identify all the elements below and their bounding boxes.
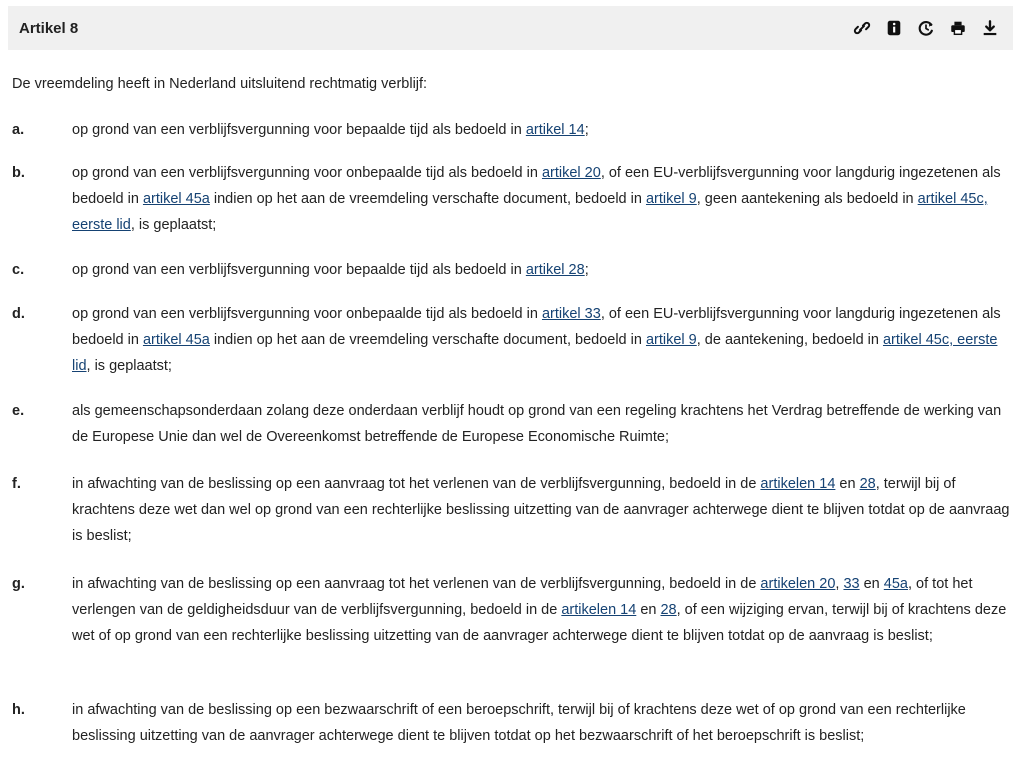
item-label: f.	[12, 476, 21, 492]
item-label: d.	[12, 306, 25, 322]
item-text-segment: , of tot het verlengen van de geldigheidsduur van de verblijfsvergunning, bedoeld in de	[72, 576, 973, 618]
item-text-segment: indien op het aan de vreemdeling verschafte document, bedoeld in	[209, 191, 646, 207]
item-text	[72, 697, 1012, 749]
article-reference-link[interactable]: artikel 28	[525, 262, 585, 278]
item-text-segment: en	[636, 602, 661, 618]
article-reference-link[interactable]: artikel 45c, eerste lid	[72, 191, 988, 233]
item-label: c.	[12, 262, 25, 278]
article-reference-link[interactable]: 33	[843, 576, 860, 592]
link-icon[interactable]	[853, 19, 871, 37]
item-text-segment: als gemeenschapsonderdaan zolang deze onderdaan verblijf houdt op grond van een regeling krachtens het Verdrag betreffende de werking van de Europese Unie dan wel de Overeenkomst betreffende de Europese Economische Ruimte;	[72, 403, 1002, 445]
item-text-segment: ;	[584, 122, 589, 138]
article-intro: De vreemdeling heeft in Nederland uitsluitend rechtmatig verblijf:	[12, 76, 428, 92]
item-text	[72, 257, 1012, 283]
article-header	[8, 6, 1013, 50]
article-title: Artikel 8	[19, 20, 79, 37]
item-text-segment: en	[859, 576, 884, 592]
item-text-segment: op grond van een verblijfsvergunning voor onbepaalde tijd als bedoeld in	[72, 165, 542, 181]
item-text-segment: , is geplaatst;	[130, 217, 217, 233]
history-icon[interactable]	[917, 19, 935, 37]
article-reference-link[interactable]: 28	[660, 602, 677, 618]
item-text-segment: , terwijl bij of krachtens deze wet dan wel op grond van een rechterlijke beslissing uitzetting van de aanvrager achterwege dient te blijven totdat op de aanvraag is beslist;	[72, 476, 1010, 544]
item-text-segment: , geen aantekening als bedoeld in	[696, 191, 918, 207]
article-reference-link[interactable]: artikel 45c, eerste lid	[72, 332, 998, 374]
item-text-segment: op grond van een verblijfsvergunning voor bepaalde tijd als bedoeld in	[72, 122, 526, 138]
article-reference-link[interactable]: artikel 33	[541, 306, 601, 322]
download-icon[interactable]	[981, 19, 999, 37]
item-label: h.	[12, 702, 25, 718]
item-text-segment: ,	[835, 576, 844, 592]
item-text	[72, 301, 1012, 379]
item-text-segment: indien op het aan de vreemdeling verschafte document, bedoeld in	[209, 332, 646, 348]
item-text-segment: op grond van een verblijfsvergunning voor onbepaalde tijd als bedoeld in	[72, 306, 542, 322]
article-reference-link[interactable]: artikel 45a	[142, 191, 210, 207]
item-text	[72, 398, 1012, 450]
item-text-segment: , de aantekening, bedoeld in	[696, 332, 883, 348]
article-reference-link[interactable]: artikelen 14	[561, 602, 637, 618]
item-text-segment: , is geplaatst;	[86, 358, 172, 374]
article-reference-link[interactable]: artikelen 20	[760, 576, 836, 592]
item-text	[72, 471, 1012, 549]
article-reference-link[interactable]: artikelen 14	[760, 476, 836, 492]
article-reference-link[interactable]: artikel 9	[645, 332, 697, 348]
item-text-segment: ;	[584, 262, 589, 278]
item-text-segment: in afwachting van de beslissing op een aanvraag tot het verlenen van de verblijfsvergunning, bedoeld in de	[72, 476, 761, 492]
item-text-segment: , of een EU-verblijfsvergunning voor langdurig ingezetenen als bedoeld in	[72, 306, 1001, 348]
article-toolbar	[853, 17, 999, 39]
item-text-segment: en	[835, 476, 860, 492]
article-reference-link[interactable]: artikel 45a	[142, 332, 210, 348]
info-icon[interactable]	[885, 19, 903, 37]
article-reference-link[interactable]: 45a	[883, 576, 908, 592]
item-text-segment: in afwachting van de beslissing op een bezwaarschrift of een beroepschrift, terwijl bij of krachtens deze wet of op grond van een rechterlijke beslissing uitzetting van de aanvrager achterwege dient te blijven totdat op het bezwaarschrift of het beroepschrift is beslist;	[72, 702, 966, 744]
article-reference-link[interactable]: artikel 20	[541, 165, 601, 181]
item-label: g.	[12, 576, 25, 592]
item-text-segment: op grond van een verblijfsvergunning voor bepaalde tijd als bedoeld in	[72, 262, 526, 278]
item-label: e.	[12, 403, 25, 419]
article-reference-link[interactable]: 28	[859, 476, 876, 492]
item-text	[72, 117, 1012, 143]
print-icon[interactable]	[949, 19, 967, 37]
item-text-segment: in afwachting van de beslissing op een aanvraag tot het verlenen van de verblijfsvergunning, bedoeld in de	[72, 576, 761, 592]
item-label: b.	[12, 165, 25, 181]
article-reference-link[interactable]: artikel 14	[525, 122, 585, 138]
article-reference-link[interactable]: artikel 9	[645, 191, 697, 207]
item-text	[72, 160, 1012, 238]
item-text-segment: , of een EU-verblijfsvergunning voor langdurig ingezetenen als bedoeld in	[72, 165, 1001, 207]
item-text-segment: , of een wijziging ervan, terwijl bij of krachtens deze wet of op grond van een rechterlijke beslissing uitzetting van de aanvrager achterwege dient te blijven totdat op de aanvraag is beslist;	[72, 602, 1007, 644]
item-text	[72, 571, 1012, 649]
item-label: a.	[12, 122, 25, 138]
